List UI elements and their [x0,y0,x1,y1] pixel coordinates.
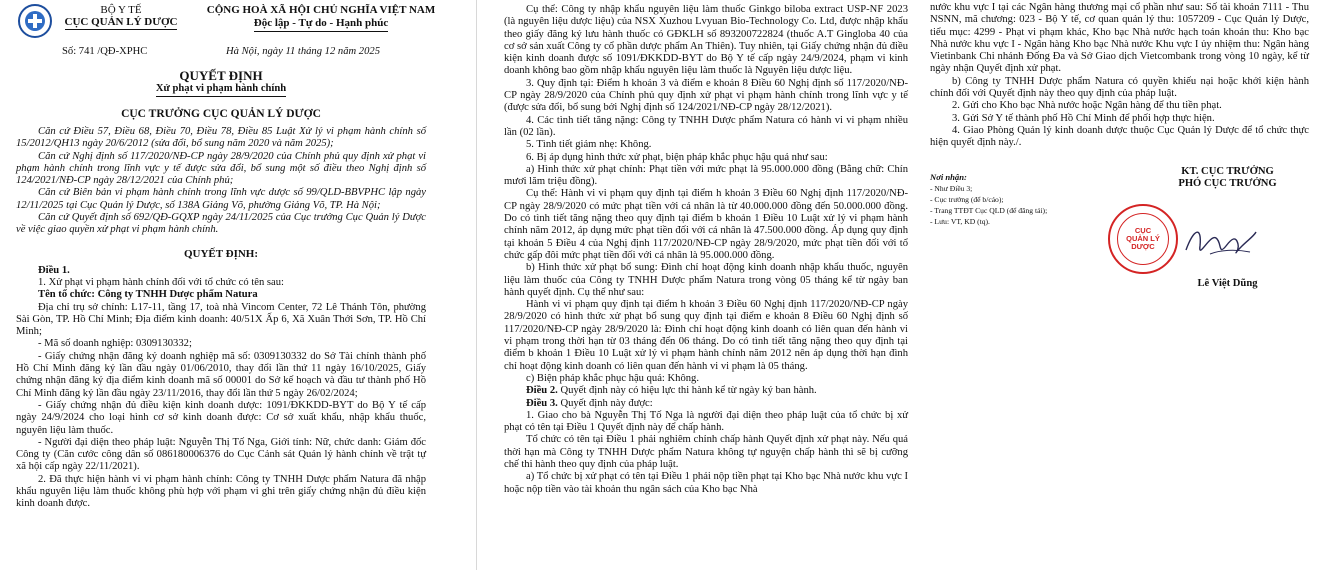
document-header [16,2,436,46]
article-3 [504,398,908,410]
column-3 [922,0,1319,570]
national-motto: Độc lập - Tự do - Hạnh phúc [254,17,388,32]
preamble-item: Căn cứ Điều 57, Điều 68, Điều 70, Điều 78, Điều 85 Luật Xử lý vi phạm hành chính số 15/2012/QH13 ngày 20/6/2012 (sửa đổi, bổ sung năm 2020 và năm 2025); [16,126,426,150]
article-1-paragraph: 4. Các tình tiết tăng nặng: Công ty TNHH Dược phẩm Natura có hành vi vi phạm nhiều lần (02 lần). [504,114,908,138]
handwritten-signature-icon [1180,216,1260,266]
recipient-item: - Cục trưởng (để b/cáo); [930,194,1004,204]
decision-subtitle: Xử phạt vi phạm hành chính [156,83,286,97]
article-2 [504,385,908,397]
column-1 [0,0,440,570]
recipient-item: - Trang TTĐT Cục QLD (để đăng tải); [930,205,1048,215]
article-1-paragraph: c) Biện pháp khắc phục hậu quả: Không. [526,372,699,384]
article-1-paragraph: b) Hình thức xử phạt bổ sung: Đình chỉ hoạt động kinh doanh nhập khẩu thuốc, nguyên liệu làm thuốc của Công ty TNHH Dược phẩm Natura trong vòng 05 tháng kể từ ngày ban hành quyết định. Cụ thể như sau: [504,262,908,298]
article-3-paragraph: b) Công ty TNHH Dược phẩm Natura có quyền khiếu nại hoặc khởi kiện hành chính đối với Quyết định này theo quy định của pháp luật. [930,75,1309,100]
preamble-item: Căn cứ Quyết định số 692/QĐ-GQXP ngày 24/11/2025 của Cục trưởng Cục Quản lý Dược về việc giao quyền xử phạt vi phạm hành chính. [16,212,426,236]
article-3-paragraph: Tổ chức có tên tại Điều 1 phải nghiêm chỉnh chấp hành Quyết định xử phạt này. Nếu quá thời hạn mà Công ty TNHH Dược phẩm Natura không tự nguyện chấp hành thì sẽ bị cưỡng chế thi hành theo quy định của pháp luật. [504,434,908,470]
recipient-item: - Như Điều 3; [930,183,973,193]
ministry-name: BỘ Y TẾ [100,4,142,16]
article-1-paragraph: Cụ thể: Công ty nhập khẩu nguyên liệu làm thuốc Ginkgo biloba extract USP-NF 2023 (là nguyên liệu dược liệu) của NSX Xuzhou Lvyuan Bio-Technology Co. Ltd, được nhập khẩu theo giấy đăng ký lưu hành thuốc có GĐKLH số 893200722824 (thuốc A.T Gingloba 40 của cơ sở sản xuất Công ty cổ phần dược phẩm An Thiên). Tuy nhiên, tại Giấy chứng nhận đủ điều kiện kinh doanh được số 1091/ĐKKDD-BYT do Bộ Y tế cấp ngày 24/9/2024, phạm vi kinh doanh không bao gồm nhập khẩu nguyên liệu làm thuốc là Nguyên liệu dược liệu. [504,4,908,77]
recipients-list [930,172,1120,227]
issuing-organization [56,4,186,30]
seal-text: CỤC [1134,225,1152,235]
article-1-paragraph: 3. Quy định tại: Điểm h khoản 3 và điểm e khoản 8 Điều 60 Nghị định số 117/2020/NĐ-CP ngày 28/9/2020 của Chính phủ quy định xử phạt vi phạm hành chính trong lĩnh vực y tế (được sửa đổi, bổ sung bởi Nghị định số 124/2021/NĐ-CP ngày 28/12/2021). [504,77,908,114]
recipient-item: - Lưu: VT, KD (tq). [930,216,990,226]
article-1-heading: Điều 1. [38,264,70,276]
preamble-item: Căn cứ Biên bản vi phạm hành chính trong lĩnh vực dược số 99/QLD-BBVPHC lập ngày 12/11/2025 tại Cục Quản lý Dược, số 138A Giảng Võ, phường Giảng Võ, TP. Hà Nội; [16,187,426,211]
article-1-paragraph: - Mã số doanh nghiệp: 0309130332; [38,338,192,350]
organization-name: Tên tổ chức: Công ty TNHH Dược phẩm Natura [38,289,258,301]
recipients-title: Nơi nhận: [930,171,967,182]
article-1-paragraph: 1. Xử phạt vi phạm hành chính đối với tổ chức có tên sau: [38,276,284,288]
column-divider [476,0,477,570]
document-number: Số: 741 /QĐ-XPHC [62,46,148,57]
signer-title [1140,166,1315,190]
official-seal-icon [1108,204,1178,274]
signer-title-line-2: PHÓ CỤC TRƯỞNG [1178,177,1277,189]
signer-title-line-1: KT. CỤC TRƯỞNG [1181,165,1274,177]
article-2-text: Quyết định này có hiệu lực thi hành kể từ ngày ký ban hành. [560,385,817,397]
preamble-item: Căn cứ Nghị định số 117/2020/NĐ-CP ngày 28/9/2020 của Chính phủ quy định xử phạt vi phạm hành chính trong lĩnh vực y tế được sửa đổi, bổ sung một số điều theo Nghị định số 124/2021/NĐ-CP ngày 28/12/2021 của Chính phủ; [16,150,426,187]
article-3-paragraph: 2. Gửi cho Kho bạc Nhà nước hoặc Ngân hàng để thu tiền phạt. [952,100,1222,112]
article-3-intro: Quyết định này được: [560,397,653,409]
signer-name: Lê Việt Dũng [1197,277,1258,289]
article-1-paragraph: - Người đại diện theo pháp luật: Nguyễn Thị Tố Nga, Giới tính: Nữ, chức danh: Giám đốc Công ty (Căn cước công dân số 086180006376 do Cục Cảnh sát Quản lý hành chính về trật tự xã hội cấp ngày 22/11/2021). [16,436,426,473]
article-1-paragraph: Cụ thể: Hành vi vi phạm quy định tại điểm h khoản 3 Điều 60 Nghị định 117/2020/NĐ-CP ngày 28/9/2020 có mức phạt tiền với cá nhân là từ 40.000.000 đồng đến 50.000.000 đồng. Do có tình tiết tăng nặng theo quy định tại điểm b khoản 1 Điều 10 Luật xử lý vi phạm hành chính năm 2012, áp dụng mức phạt tiền đối với cá nhân là 47.500.000 đồng. Áp dụng quy định tại khoản 5 Điều 4 của Nghị định 117/2020/NĐ-CP ngày 28/9/2020, mức phạt tiền đối với tổ chức gấp đôi mức phạt tiền đối với cá nhân là 95.000.000 đồng. [504,188,908,261]
article-1-paragraph: - Giấy chứng nhận đăng ký doanh nghiệp mã số: 0309130332 do Sở Tài chính thành phố Hồ Chí Minh đăng ký lần đầu ngày 01/06/2010, thay đổi lần thứ 11 ngày 16/10/2025, Giấy chứng nhận đăng ký địa điểm kinh doanh mã số 00001 do Sở kế hoạch và đầu tư thành phố Hồ Chí Minh đăng ký lần đầu ngày 23/11/2016, thay đổi lần thứ 5 ngày 26/02/2024; [16,350,426,399]
article-1-paragraph: 6. Bị áp dụng hình thức xử phạt, biện pháp khắc phục hậu quả như sau: [526,151,828,163]
article-3-paragraph: 1. Giao cho bà Nguyễn Thị Tố Nga là người đại diện theo pháp luật của tổ chức bị xử phạt có tên tại Điều 1 Quyết định này để chấp hành. [504,409,908,434]
decision-title: QUYẾT ĐỊNH [179,68,263,83]
article-3-paragraph: nước khu vực I tại các Ngân hàng thương mại cổ phần như sau: Số tài khoản 7111 - Thu NSNN, mã chương: 023 - Bộ Y tế, cơ quan quản lý thu: 1057209 - Cục Quản lý Dược, tiểu mục: 4299 - Phạt vi phạm khác, Kho bạc Nhà nước hạch toán khoản thu: Kho bạc Nhà nước khu vực I - Ngân hàng Kho bạc Nhà nước Khu vực I ủy nhiệm thu: Ngân hàng Vietinbank Chi nhánh Đống Đa và Sở Giao dịch Vietcombank trong vòng 10 ngày, kể từ ngày nhận Quyết định xử phạt. [930,2,1309,75]
article-1-paragraph: 2. Đã thực hiện hành vi vi phạm hành chính: Công ty TNHH Dược phẩm Natura đã nhập khẩu nguyên liệu làm thuốc không phù hợp với phạm vi ghi trên giấy chứng nhận đủ điều kiện kinh doanh được. [16,473,426,510]
article-1-paragraph: - Giấy chứng nhận đủ điều kiện kinh doanh dược: 1091/ĐKKDD-BYT do Bộ Y tế cấp ngày 24/9/2024 cho loại hình cơ sở kinh doanh được: Cơ sở xuất khẩu, nhập khẩu thuốc, nguyên liệu làm thuốc. [16,399,426,436]
article-1-paragraph: Hành vi vi phạm quy định tại điểm h khoản 3 Điều 60 Nghị định 117/2020/NĐ-CP ngày 28/9/2020 có hình thức xử phạt bổ sung quy định tại điểm e khoản 8 Điều 60 Nghị định số 117/2020/NĐ-CP ngày 28/9/2020 là: Đình chỉ hoạt động kinh doanh có liên quan đến hành vi vi phạm trong thời hạn từ 03 tháng đến 06 tháng. Do có tình tiết tăng nặng theo quy định tại điểm b khoản 1 Điều 10 Luật xử lý vi phạm hành chính năm 2012 nên áp dụng thời hạn đình chỉ hoạt động kinh doanh có liên quan đến hành vi vi phạm là 05 tháng. [504,299,908,372]
national-heading [196,4,440,32]
column-2 [492,0,916,570]
seal-text: QUẢN LÝ [1126,233,1160,243]
seal-text: DƯỢC [1131,241,1155,251]
document-meta [16,46,426,60]
article-2-heading: Điều 2. [526,385,558,397]
article-1-paragraph: Địa chỉ trụ sở chính: L17-11, tầng 17, toà nhà Vincom Center, 72 Lê Thánh Tôn, phường Sài Gòn, TP. Hồ Chí Minh; Địa điểm kinh doanh: 40/51X Ấp 6, Xã Xuân Thới Sơn, TP. Hồ Chí Minh; [16,301,426,338]
ministry-logo-icon [18,4,52,38]
signature-block [930,156,1309,326]
article-3-heading: Điều 3. [526,397,558,409]
issuing-authority: CỤC TRƯỞNG CỤC QUẢN LÝ DƯỢC [121,108,321,120]
article-1-paragraph: a) Hình thức xử phạt chính: Phạt tiền với mức phạt là 95.000.000 đồng (Bằng chữ: Chín mươi lăm triệu đồng). [504,163,908,188]
article-3-paragraph: a) Tổ chức bị xử phạt có tên tại Điều 1 phải nộp tiền phạt tại Kho bạc Nhà nước khu vực I hoặc nộp tiền vào tài khoản thu ngân sách của Kho bạc Nhà [504,471,908,495]
article-1-paragraph: 5. Tình tiết giảm nhẹ: Không. [526,139,652,151]
department-name: CỤC QUẢN LÝ DƯỢC [64,16,178,28]
document-date: Hà Nội, ngày 11 tháng 12 năm 2025 [226,46,380,57]
nation-name: CỘNG HOÀ XÃ HỘI CHỦ NGHĨA VIỆT NAM [206,4,436,16]
decides-heading: QUYẾT ĐỊNH: [183,247,259,260]
article-3-paragraph: 4. Giao Phòng Quản lý kinh doanh dược thuộc Cục Quản lý Dược để tổ chức thực hiện quyết định này./. [930,124,1309,149]
article-3-paragraph: 3. Gửi Sở Y tế thành phố Hồ Chí Minh để phối hợp thực hiện. [952,112,1215,124]
